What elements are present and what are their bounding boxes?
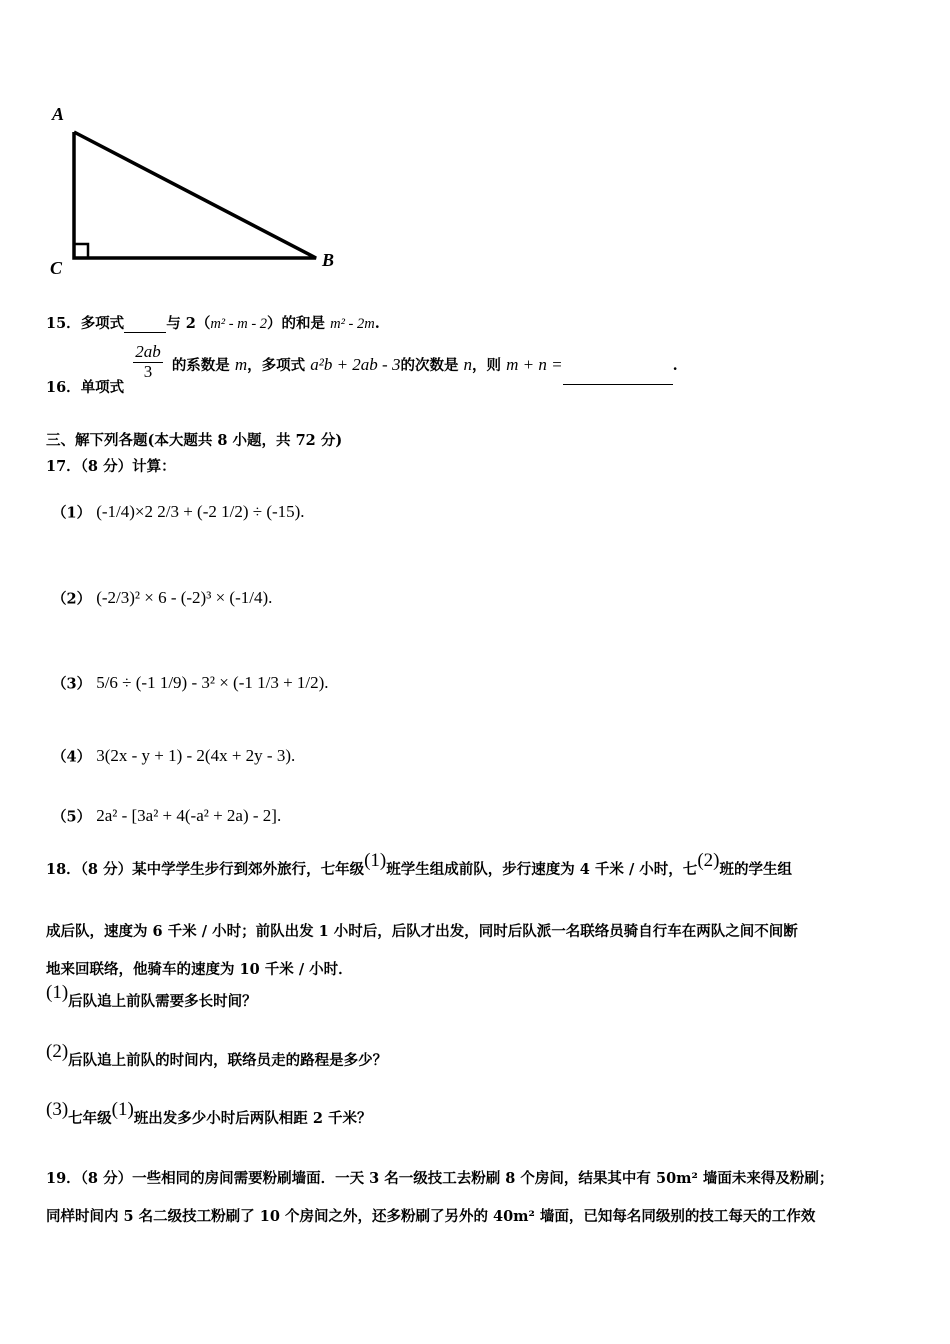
q17-item-5: （5） 2a² - [3a² + 4(-a² + 2a) - 2]. <box>52 806 282 826</box>
fraction-numerator: 2ab <box>135 342 161 361</box>
q17-item-1: （1） (-1/4)×2 2/3 + (-2 1/2) ÷ (-15). <box>52 502 305 522</box>
vertex-label-a: A <box>52 104 65 124</box>
question-16: 16．单项式 $\frac{2ab}{3}$ 的系数是 m，多项式 a²b + 2ab - 3的次数是 n，则 m + n = . <box>46 342 678 397</box>
q17-item-2: （2） (-2/3)² × 6 - (-2)³ × (-1/4). <box>52 588 273 608</box>
q17-item-3: （3） 5/6 ÷ (-1 1/9) - 3² × (-1 1/3 + 1/2). <box>52 673 329 693</box>
question-15: 15．多项式 与 2（m² - m - 2）的和是 m² - 2m. <box>46 315 380 332</box>
question-17-header: 17．（8 分）计算： <box>46 458 176 475</box>
fraction-denominator: 3 <box>143 361 153 381</box>
question-18-line-1: 18．（8 分）某中学学生步行到郊外旅行，七年级(1)班学生组成前队，步行速度为 4 千米 / 小时，七(2)班的学生组 <box>46 850 792 878</box>
answer-blank-16[interactable] <box>563 370 673 385</box>
question-19-line-2: 同样时间内 5 名二级技工粉刷了 10 个房间之外，还多粉刷了另外的 40m² 墙面，已知每名同级别的技工每天的工作效 <box>46 1208 816 1225</box>
q18-sub-2: (2)后队追上前队的时间内，联络员走的路程是多少？ <box>46 1041 388 1069</box>
q18-sub-3: (3)七年级(1)班出发多少小时后两队相距 2 千米？ <box>46 1099 372 1127</box>
question-18-line-2: 成后队，速度为 6 千米 / 小时；前队出发 1 小时后，后队才出发，同时后队派一名联络员骑自行车在两队之间不间断 <box>46 923 798 940</box>
q18-sub-1: (1)后队追上前队需要多长时间？ <box>46 982 257 1010</box>
question-19-line-1: 19．（8 分）一些相同的房间需要粉刷墙面．一天 3 名一级技工去粉刷 8 个房间，结果其中有 50m² 墙面未来得及粉刷； <box>46 1170 834 1187</box>
vertex-label-c: C <box>50 258 63 278</box>
question-18-line-3: 地来回联络，他骑车的速度为 10 千米 / 小时． <box>46 961 353 978</box>
section-title: 三、解下列各题(本大题共 8 小题，共 72 分) <box>46 432 343 449</box>
q17-item-4: （4） 3(2x - y + 1) - 2(4x + 2y - 3). <box>52 746 296 766</box>
answer-blank-15[interactable] <box>124 318 166 333</box>
triangle-figure <box>40 100 360 285</box>
vertex-label-b: B <box>322 250 335 270</box>
